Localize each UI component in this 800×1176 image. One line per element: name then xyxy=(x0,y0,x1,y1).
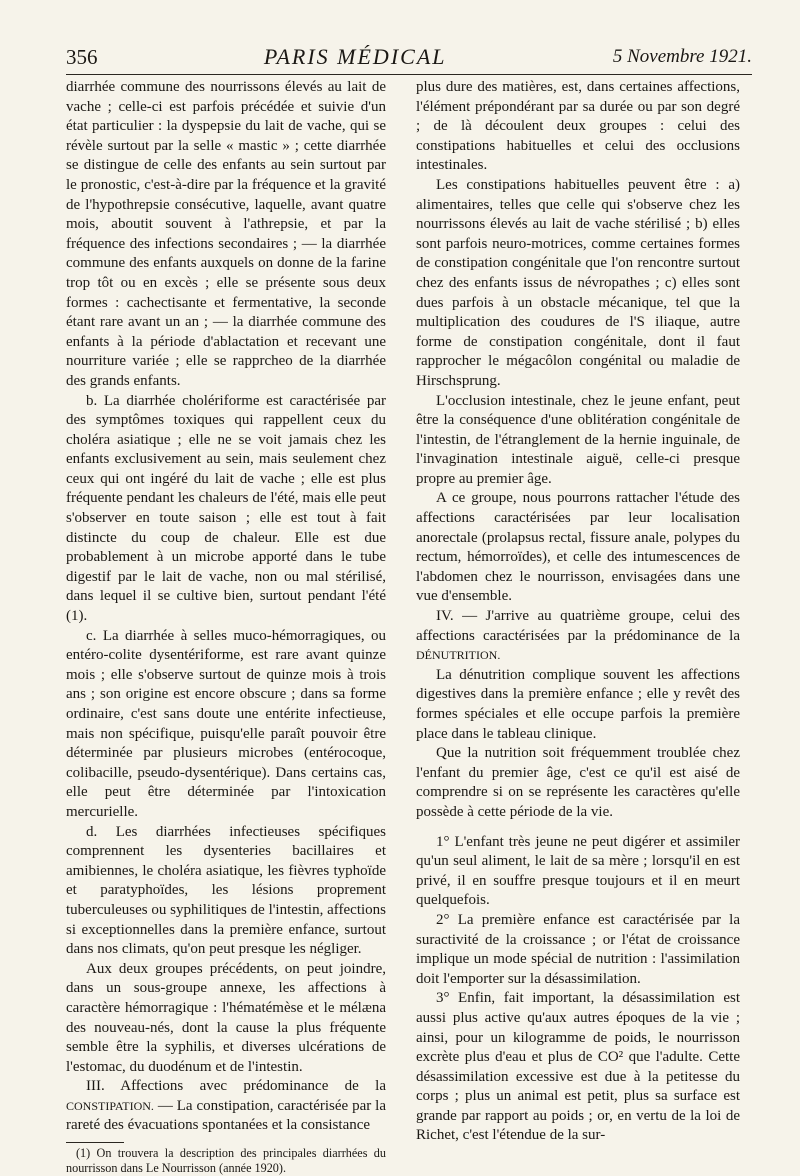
paragraph-nutrition-troublee: Que la nutrition soit fréquemment troublée chez l'enfant du premier âge, c'est ce qu'il est aisé de comprendre si on se représente les caractères qu'elle possède à cette période de la vie. xyxy=(416,745,740,820)
section-heading-constipation xyxy=(66,1077,386,1136)
paragraph-infectieuses-specifiques: d. Les diarrhées infectieuses spécifiques comprennent les dysenteries bacillaires et amibiennes, le choléra asiatique, les fièvres typhoïde et paratyphoïdes, les lésions proprement tuberculeuses ou syphilitiques de l'intestin, affections si exceptionnelles dans la première enfance, surtout dans nos climats, qu'on peut presque les négliger. xyxy=(66,823,386,958)
page-number: 356 xyxy=(66,44,98,69)
paragraph-constipations-habituelles: Les constipations habituelles peuvent être : a) alimentaires, telles que celle qui s'observe chez les nourrissons élevés au lait de vache stérilisé ; b) elles sont parfois neuro-motrices, comme certaines formes de constipation congénitale que l'on rencontre surtout chez des enfants issus de névropathes ; c) elles sont dues parfois à un obstacle mécanique, tel que la multiplication des coudures de l'S iliaque, autre forme de constipation congénitale, dont il faut rapprocher le mégacôlon congénital ou maladie de Hirschsprung. xyxy=(416,176,740,389)
paragraph-denutrition: La dénutrition complique souvent les affections digestives dans la première enfance ; elle y revêt des formes spéciales et elle occupe parfois la première place dans le tableau clinique. xyxy=(416,666,740,742)
footnote-rule xyxy=(66,1142,124,1143)
section-heading-lead: IV. — J'arrive au quatrième groupe, celui des affections caractérisées par la prédominance de la xyxy=(416,608,740,644)
paragraph-muco-hemorragiques: c. La diarrhée à selles muco-hémorragiques, ou entéro-colite dysentériforme, est rare avant quinze mois ; elle s'observe surtout de quinze mois à trois ans ; son origine est encore obscure ; dans sa forme ordinaire, c'est sans doute une entérite infectieuse, mais non spécifique, puisqu'elle paraît pouvoir être déterminée par plusieurs microbes (entérocoque, colibacille, pseudo-dysentérique). Dans certains cas, elle peut être déterminée par l'intoxication mercurielle. xyxy=(66,627,386,820)
list-item-3: 3° Enfin, fait important, la désassimilation est aussi plus active qu'aux autres époques de la vie ; ainsi, pour un kilogramme de poids, le nourrisson excrète plus d'eau et plus de CO² que l'adulte. Cette désassimilation excessive est due à la petitesse du corps ; plus un animal est petit, plus sa surface est grande par rapport au poids ; or, en vertu de la loi de Richet, c'est l'étendue de la sur- xyxy=(416,990,740,1144)
right-column xyxy=(416,78,740,1146)
section-heading-smallcaps: CONSTIPATION. xyxy=(66,1098,154,1113)
list-item-2: 2° La première enfance est caractérisée par la suractivité de la croissance ; or l'état de croissance implique un mode spécial de nutrition : l'assimilation doit l'emporter sur la désassimilation. xyxy=(416,911,740,987)
list-item-1: 1° L'enfant très jeune ne peut digérer et assimiler qu'un seul aliment, le lait de sa mère ; lorsqu'il en est privé, il en souffre presque toujours et il en meurt quelquefois. xyxy=(416,833,740,909)
section-heading-lead: III. Affections avec prédominance de la xyxy=(86,1078,386,1095)
running-header xyxy=(66,40,752,75)
footnote: (1) On trouvera la description des principales diarrhées du nourrisson dans Le Nourrisson (année 1920). xyxy=(66,1146,386,1176)
paragraph-occlusion-intestinale: L'occlusion intestinale, chez le jeune enfant, peut être la conséquence d'une oblitération congénitale de l'intestin, de l'étranglement de la hernie inguinale, de l'invagination intestinale aiguë, celle-ci presque propre au premier âge. xyxy=(416,392,740,487)
paragraph-diarrhee-commune: diarrhée commune des nourrissons élevés au lait de vache ; celle-ci est parfois précédée et suivie d'un état particulier : la dyspepsie du lait de vache, qui se révèle surtout par la selle « mastic » ; cette diarrhée se distingue de celle des enfants au sein surtout par le pronostic, c'est-à-dire par la fréquence et la gravité de l'hypothrepsie consécutive, laquelle, avant quatre mois, aboutit souvent à l'athrepsie, et par la fréquence des infections secondaires ; — la diarrhée commune des enfants auxquels on donne de la farine trop tôt ou en excès ; elle se présente sous deux formes : cachectisante et fermentative, la seconde étant rare avant un an ; — la diarrhée commune des enfants à la période d'ablactation et recevant une nourriture variée ; elle se rapprcheo de la diarrhée des grands enfants. xyxy=(66,79,386,389)
section-heading-denutrition xyxy=(416,607,740,666)
section-heading-rest: — La constipation, caractérisée par la rareté des évacuations spontanées et la consistance xyxy=(66,1097,386,1134)
paragraph-diarrhee-choleriforme: b. La diarrhée cholériforme est caractérisée par des symptômes toxiques qui rappellent ceux du choléra asiatique ; elle ne se voit jamais chez les enfants exclusivement au sein, mais seulement chez ceux qui ont ingéré du lait de vache ; elle est plus fréquente pendant les chaleurs de l'été, mais elle peut s'observer en toute saison ; elle est tout à fait distincte du coup de chaleur. Elle est due probablement à un microbe apporté dans le tube digestif par le lait de vache, non ou mal stérilisé, dans lequel il se cultive bien, surtout pendant l'été (1). xyxy=(66,392,386,625)
paragraph-sous-groupe-hemorragique: Aux deux groupes précédents, on peut joindre, dans un sous-groupe annexe, les affections à caractère hémorragique : l'hématémèse et le mélæna des nouveau-nés, dont la cause la plus fréquente semble être la syphilis, et diverses ulcérations de l'estomac, du duodénum et de l'intestin. xyxy=(66,960,386,1075)
journal-title: PARIS MÉDICAL xyxy=(263,44,447,69)
paragraph-constipation-continued: plus dure des matières, est, dans certaines affections, l'élément prépondérant par sa durée ou par son degré ; de là découlent deux groupes : celui des constipations habituelles et celui des occlusions intestinales. xyxy=(416,79,740,174)
left-column xyxy=(66,78,386,1176)
section-heading-smallcaps: DÉNUTRITION. xyxy=(416,648,501,663)
paragraph-localisation-anorectale: A ce groupe, nous pourrons rattacher l'étude des affections caractérisées par leur localisation anorectale (prolapsus rectal, fissure anale, polypes du rectum, hémorroïdes), et celle des intumescences de l'abdomen chez le nourrisson, envisagées dans une vue d'ensemble. xyxy=(416,490,740,605)
issue-date: 5 Novembre 1921. xyxy=(612,46,752,67)
